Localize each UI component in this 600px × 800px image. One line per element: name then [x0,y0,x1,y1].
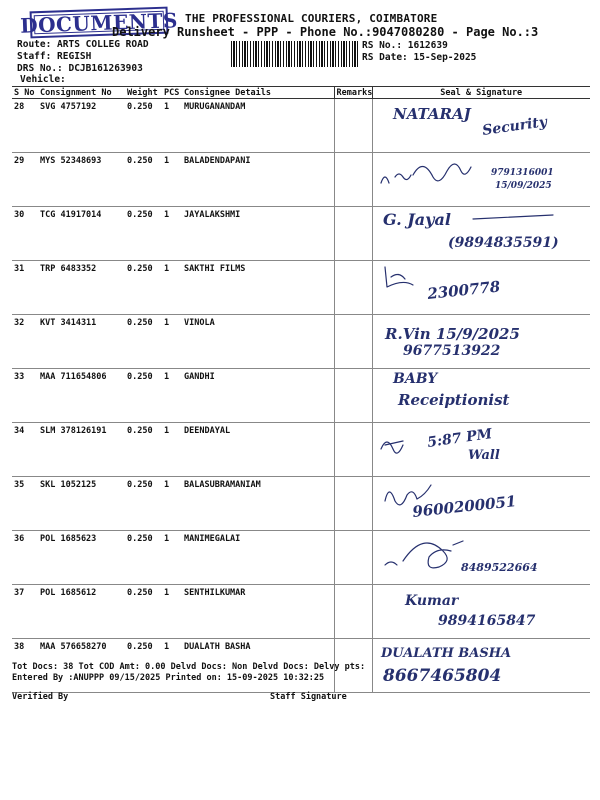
cell-sno: 28 [12,99,38,153]
totals-line: Tot Docs: 38 Tot COD Amt: 0.00 Delvd Docs: Non Delvd Docs: Delvy pts: [12,662,366,672]
entered-by-line: Entered By :ANUPPP 09/15/2025 Printed on: 15-09-2025 10:32:25 [12,673,325,683]
cell-consignment: POL 1685623 [38,531,125,585]
cell-sno: 38 [12,639,38,693]
table-row [12,315,590,369]
table-row [12,207,590,261]
cell-consignment: SKL 1052125 [38,477,125,531]
table-header-row [12,87,590,99]
staff-label: Staff: REGISH [17,51,92,62]
cell-remarks [334,315,372,369]
cell-consignment: SVG 4757192 [38,99,125,153]
cell-pcs: 1 [162,369,182,423]
cell-remarks [334,99,372,153]
col-pcs: PCS [162,87,182,99]
cell-consignee: DUALATH BASHA [182,639,334,693]
cell-signature [372,99,590,153]
cell-consignment: KVT 3414311 [38,315,125,369]
cell-pcs: 1 [162,423,182,477]
cell-sno: 31 [12,261,38,315]
handwritten-signature [373,315,591,365]
cell-consignee: MURUGANANDAM [182,99,334,153]
cell-pcs: 1 [162,531,182,585]
svg-text:9791316001: 9791316001 [490,168,554,178]
rs-number: RS No.: 1612639 [362,40,448,51]
cell-signature [372,423,590,477]
col-weight: Weight [125,87,162,99]
cell-weight: 0.250 [125,369,162,423]
route-label: Route: ARTS COLLEG ROAD [17,39,149,50]
cell-weight: 0.250 [125,153,162,207]
cell-weight: 0.250 [125,261,162,315]
cell-consignee: JAYALAKSHMI [182,207,334,261]
svg-text:9677513922: 9677513922 [402,343,500,359]
staff-signature-label: Staff Signature [270,692,347,702]
svg-text:NATARAJ: NATARAJ [392,105,471,123]
cell-remarks [334,261,372,315]
table-row [12,261,590,315]
cell-pcs: 1 [162,153,182,207]
svg-text:G. Jayal: G. Jayal [382,210,451,229]
cell-pcs: 1 [162,477,182,531]
cell-signature [372,315,590,369]
svg-text:5:87 PM: 5:87 PM [425,426,493,451]
table-row [12,99,590,153]
handwritten-signature [373,153,591,203]
handwritten-signature [373,369,591,419]
cell-signature [372,531,590,585]
svg-text:8489522664: 8489522664 [460,561,538,574]
handwritten-signature [373,99,591,149]
cell-remarks [334,369,372,423]
svg-text:BABY: BABY [392,371,437,387]
cell-consignment: TRP 6483352 [38,261,125,315]
handwritten-signature [373,423,591,473]
handwritten-signature [373,639,591,689]
handwritten-signature [373,531,591,581]
cell-weight: 0.250 [125,585,162,639]
cell-consignee: BALADENDAPANI [182,153,334,207]
svg-text:(9894835591): (9894835591) [447,235,559,251]
vehicle-label: Vehicle: [20,74,66,85]
cell-signature [372,585,590,639]
svg-text:15/09/2025: 15/09/2025 [494,181,552,191]
cell-weight: 0.250 [125,477,162,531]
svg-text:9894165847: 9894165847 [437,613,535,629]
barcode-image [231,41,359,67]
cell-pcs: 1 [162,99,182,153]
cell-consignment: POL 1685612 [38,585,125,639]
cell-pcs: 1 [162,585,182,639]
cell-weight: 0.250 [125,639,162,693]
cell-weight: 0.250 [125,423,162,477]
documents-stamp: DOCUMENTS [19,7,179,38]
cell-sno: 32 [12,315,38,369]
runsheet-subtitle: Delivery Runsheet - PPP - Phone No.:9047080280 - Page No.:3 [112,25,539,39]
handwritten-signature [373,477,591,527]
cell-pcs: 1 [162,261,182,315]
table-row [12,531,590,585]
col-consignee: Consignee Details [182,87,334,99]
svg-text:2300778: 2300778 [426,277,501,303]
svg-text:Security: Security [480,114,548,139]
cell-weight: 0.250 [125,315,162,369]
svg-text:DUALATH BASHA: DUALATH BASHA [380,646,511,661]
svg-text:Kumar: Kumar [404,593,458,609]
cell-sno: 36 [12,531,38,585]
cell-consignee: BALASUBRAMANIAM [182,477,334,531]
cell-signature [372,639,590,693]
cell-sno: 30 [12,207,38,261]
svg-text:Receiptionist: Receiptionist [397,391,509,409]
cell-signature [372,207,590,261]
col-consignment: Consignment No [38,87,125,99]
cell-weight: 0.250 [125,99,162,153]
verified-by-label: Verified By [12,692,69,702]
cell-sno: 34 [12,423,38,477]
cell-remarks [334,531,372,585]
cell-remarks [334,477,372,531]
cell-signature [372,477,590,531]
cell-consignee: GANDHI [182,369,334,423]
cell-consignment: MAA 711654806 [38,369,125,423]
cell-signature [372,261,590,315]
svg-text:8667465804: 8667465804 [382,666,501,686]
svg-text:Wall: Wall [467,448,500,463]
cell-consignee: MANIMEGALAI [182,531,334,585]
company-title: THE PROFESSIONAL COURIERS, COIMBATORE [185,12,438,25]
rs-date: RS Date: 15-Sep-2025 [362,52,477,63]
cell-consignment: SLM 378126191 [38,423,125,477]
handwritten-signature [373,207,591,257]
svg-text:9600200051: 9600200051 [411,492,517,521]
cell-consignee: VINOLA [182,315,334,369]
col-seal-signature: Seal & Signature [372,87,590,99]
drs-number: DRS No.: DCJB161263903 [17,63,143,74]
cell-signature [372,153,590,207]
col-sno: S No [12,87,38,99]
cell-sno: 37 [12,585,38,639]
cell-signature [372,369,590,423]
table-row [12,585,590,639]
handwritten-signature [373,585,591,635]
cell-remarks [334,207,372,261]
svg-text:R.Vin 15/9/2025: R.Vin 15/9/2025 [384,325,520,343]
cell-consignee: DEENDAYAL [182,423,334,477]
cell-consignment: MAA 576658270 [38,639,125,693]
cell-consignee: SENTHILKUMAR [182,585,334,639]
cell-weight: 0.250 [125,207,162,261]
cell-remarks [334,153,372,207]
col-remarks: Remarks [334,87,372,99]
cell-pcs: 1 [162,207,182,261]
cell-pcs: 1 [162,315,182,369]
cell-pcs: 1 [162,639,182,693]
table-row [12,369,590,423]
cell-weight: 0.250 [125,531,162,585]
table-row [12,477,590,531]
cell-sno: 33 [12,369,38,423]
cell-remarks [334,585,372,639]
cell-consignment: TCG 41917014 [38,207,125,261]
cell-consignment: MYS 52348693 [38,153,125,207]
runsheet-table [12,86,590,693]
cell-sno: 35 [12,477,38,531]
table-row [12,153,590,207]
table-row [12,423,590,477]
cell-remarks [334,423,372,477]
cell-sno: 29 [12,153,38,207]
handwritten-signature [373,261,591,311]
cell-consignee: SAKTHI FILMS [182,261,334,315]
